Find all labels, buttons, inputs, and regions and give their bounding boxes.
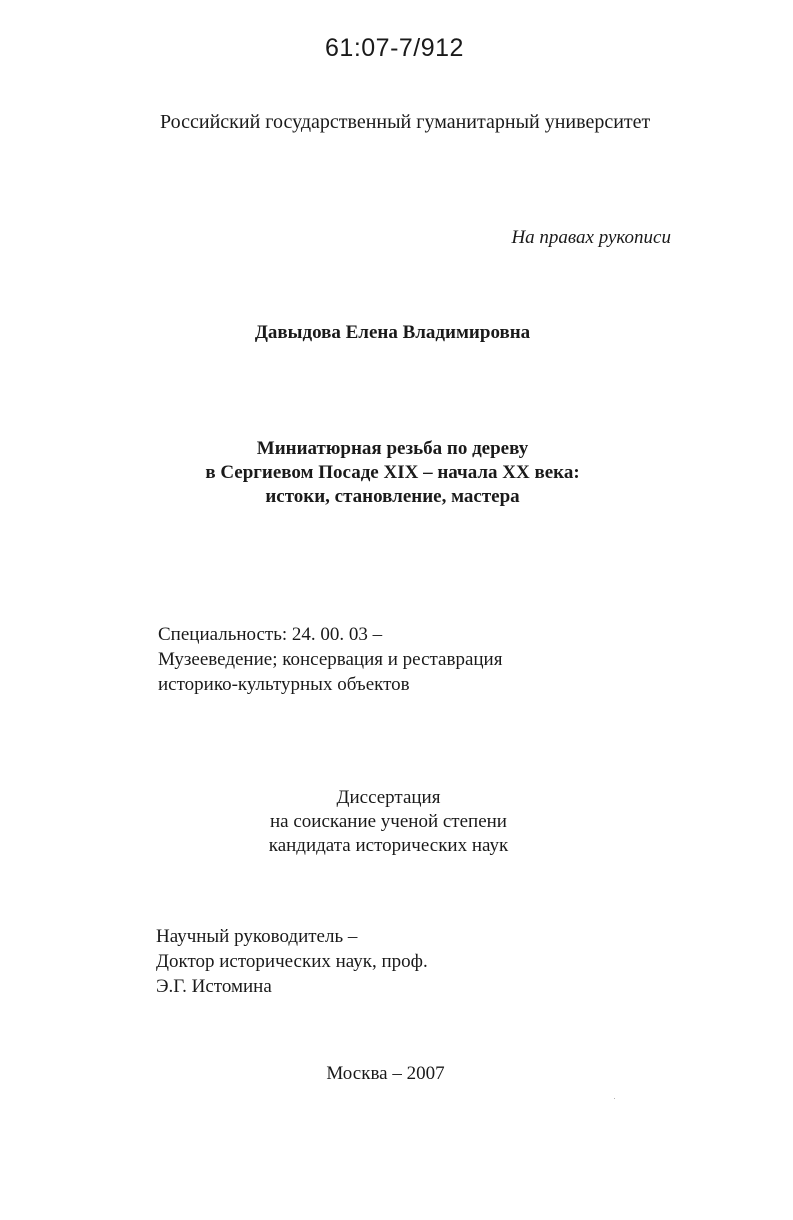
specialty-block: [158, 622, 502, 697]
catalog-number-text: 61:07-7/912: [325, 34, 464, 62]
title-line-1: Миниатюрная резьба по дереву: [256, 438, 529, 459]
degree-line-3: кандидата исторических наук: [268, 835, 509, 856]
supervisor-line-3: Э.Г. Истомина: [156, 976, 272, 997]
scan-speck: [614, 1098, 615, 1099]
title-line-2: в Сергиевом Посаде XIX – начала XX века:: [205, 462, 580, 483]
supervisor-line-2: Доктор исторических наук, проф.: [156, 951, 428, 972]
specialty-line-2: Музееведение; консервация и реставрация: [158, 649, 503, 670]
supervisor-line-1: Научный руководитель –: [156, 926, 358, 947]
university-name: Российский государственный гуманитарный университет: [160, 111, 651, 133]
title-line-3: истоки, становление, мастера: [265, 486, 520, 507]
author-name: Давыдова Елена Владимировна: [254, 322, 531, 343]
degree-line-1: Диссертация: [336, 787, 441, 808]
degree-line-2: на соискание ученой степени: [270, 811, 507, 832]
catalog-number: [0, 34, 793, 63]
supervisor-block: [156, 924, 428, 999]
specialty-line-1: Специальность: 24. 00. 03 –: [158, 624, 383, 645]
degree-block: [0, 786, 777, 858]
dissertation-title: [0, 437, 785, 509]
city-year: Москва – 2007: [326, 1063, 445, 1084]
specialty-line-3: историко-культурных объектов: [158, 674, 410, 695]
manuscript-rights-note: На правах рукописи: [511, 227, 671, 248]
